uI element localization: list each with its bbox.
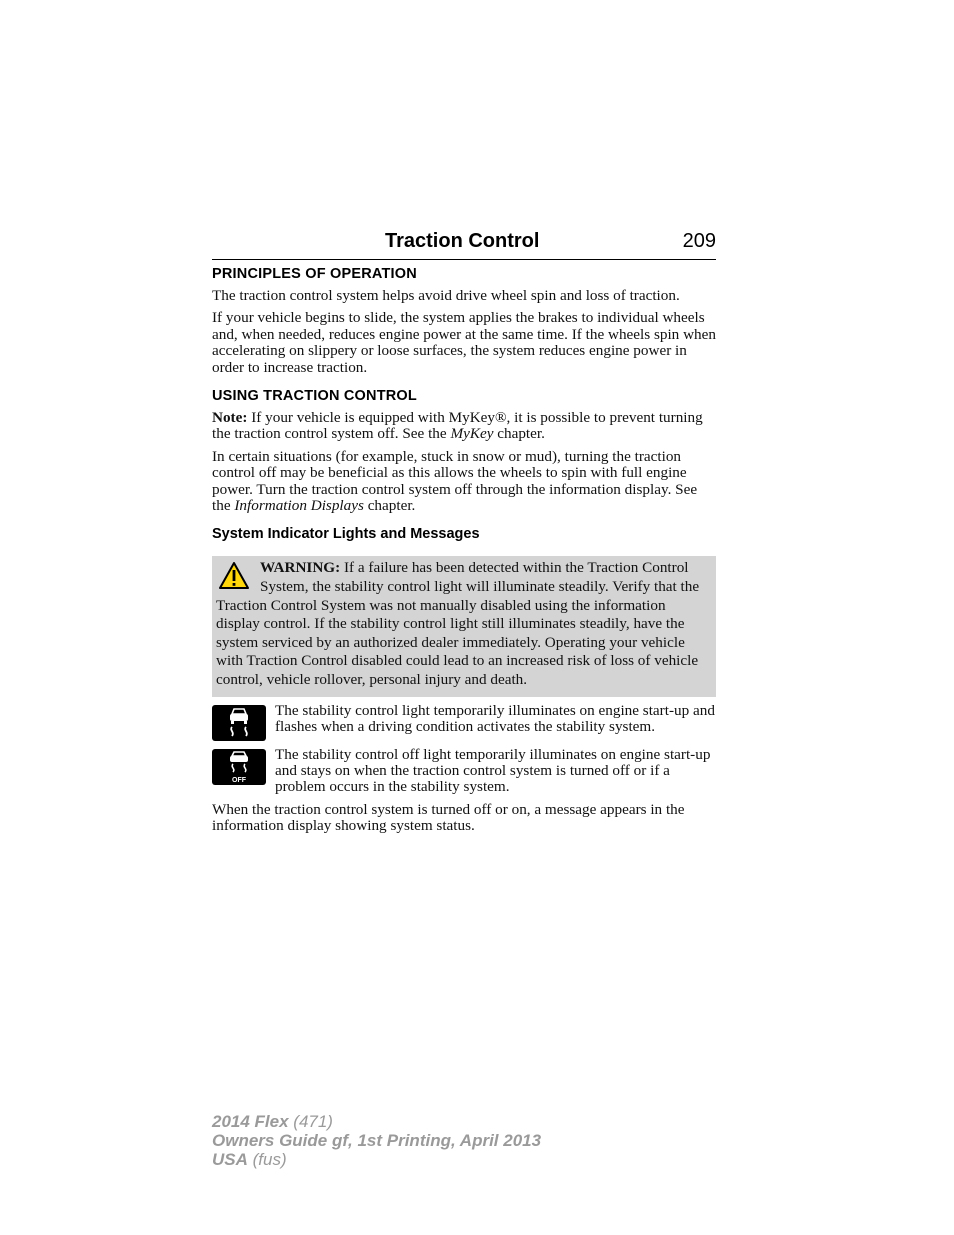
indicator-on-text: The stability control light temporarily illuminates on engine start-up and flashes when a driving condition activates the stability system. [275,701,715,736]
heading-using-traction-control: USING TRACTION CONTROL [212,388,417,405]
note-paragraph [212,410,716,443]
using-text-b: chapter. [363,497,416,515]
using-paragraph-2 [212,449,716,515]
note-text-a: If your vehicle is equipped with MyKey®, it is possible to prevent turning the traction control system off. See the [212,409,703,443]
stability-control-icon [212,705,266,741]
note-reference: MyKey [450,425,494,443]
warning-text: If a failure has been detected within the Traction Control System, the stability control light will illuminate steadily. Verify that the Traction Control System was not manually disabled using the information display control. If the stability control light still illuminates steadily, have the system serviced by an authorized dealer immediately. Operating your vehicle with Traction Control disabled could lead to an increased risk of loss of vehicle control, vehicle rollover, personal injury and death. [216,559,700,689]
page-header [212,228,716,260]
footer-model: 2014 Flex [212,1112,289,1131]
heading-principles: PRINCIPLES OF OPERATION [212,266,417,282]
principles-paragraph-1: The traction control system helps avoid drive wheel spin and loss of traction. [212,287,680,304]
footer-market-code: (fus) [247,1150,287,1169]
off-badge-text: OFF [232,776,246,784]
principles-paragraph-2: If your vehicle begins to slide, the system applies the brakes to individual wheels and, when needed, reduces engine power at the same time. If the wheels spin when accelerating on slippery or loose surfaces, the system reduces engine power in order to increase traction. [212,309,716,376]
indicator-off-text: The stability control off light temporarily illuminates on engine start-up and stays on when the traction control system is turned off or if a problem occurs in the stability system. [275,745,711,796]
warning-box [212,556,716,696]
footer-line-1 [212,1112,541,1131]
warning-triangle-icon [218,561,250,591]
using-reference: Information Displays [234,497,364,515]
footer-model-code: (471) [288,1112,333,1131]
page-title: Traction Control [385,230,540,252]
footer-line-3 [212,1150,541,1169]
heading-indicator-lights: System Indicator Lights and Messages [212,526,480,543]
page-content [212,266,716,841]
page-number: 209 [682,230,716,252]
footer-market: USA [212,1150,248,1169]
note-text-b: chapter. [493,425,545,443]
indicator-row-on [212,703,716,741]
stability-control-off-icon [212,749,266,785]
note-label: Note: [212,409,248,427]
indicator-row-off [212,747,716,796]
page-footer [212,1112,541,1169]
footer-line-2: Owners Guide gf, 1st Printing, April 2013 [212,1131,542,1150]
closing-paragraph: When the traction control system is turned off or on, a message appears in the information display showing system status. [212,800,685,835]
using-text-a: In certain situations (for example, stuck in snow or mud), turning the traction control off may be beneficial as this allows the wheels to spin with full engine power. Turn the traction control system off through the information display. See the [212,447,698,515]
warning-paragraph [216,559,712,689]
warning-label: WARNING: [260,559,341,577]
